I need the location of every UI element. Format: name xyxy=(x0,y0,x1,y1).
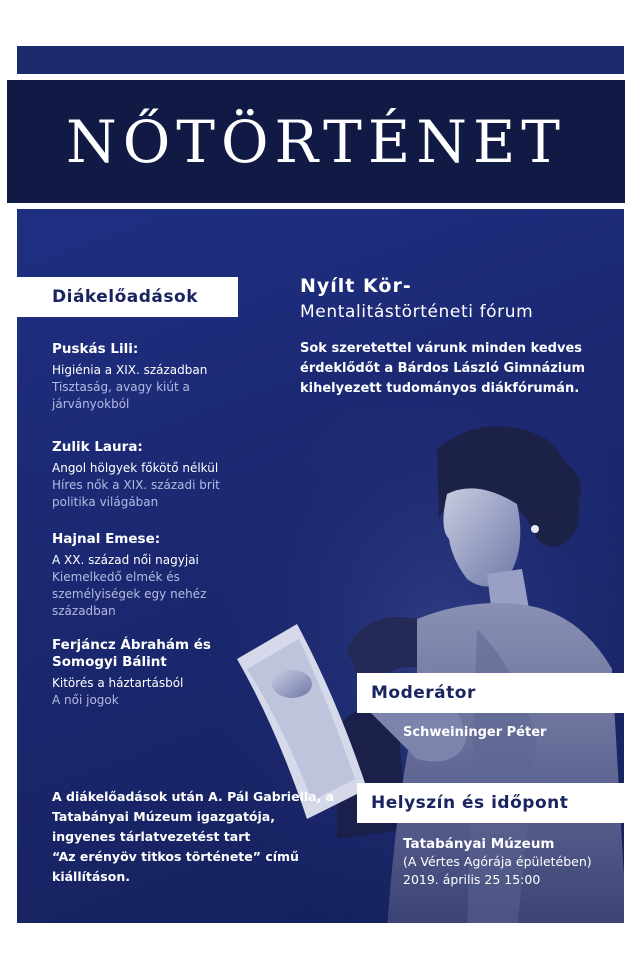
talk-title: Angol hölgyek főkötő nélkül xyxy=(52,461,219,475)
venue-label: Helyszín és időpont xyxy=(357,783,624,823)
top-strip xyxy=(17,46,624,74)
talk-speaker: Hajnal Emese: xyxy=(52,531,161,547)
talk-subtitle: Híres nők a XIX. századi brit xyxy=(52,478,220,492)
title-band xyxy=(7,80,625,203)
talk-title: A XX. század női nagyjai xyxy=(52,553,199,567)
talk-title: Kitörés a háztartásból xyxy=(52,676,184,690)
venue-datetime: 2019. április 25 15:00 xyxy=(403,872,541,887)
forum-desc-line: kihelyezett tudományos diákfórumán. xyxy=(300,381,580,396)
talk-subtitle: személyiségek egy nehéz xyxy=(52,587,207,601)
poster-body xyxy=(17,209,624,923)
forum-desc-line: érdeklődőt a Bárdos László Gimnázium xyxy=(300,361,586,376)
talk-item xyxy=(52,637,252,709)
talk-speaker: Ferjáncz Ábrahám és xyxy=(52,637,211,653)
forum-title: Nyílt Kör- xyxy=(300,275,412,297)
talks-label: Diákelőadások xyxy=(17,277,238,317)
talk-subtitle: Tisztaság, avagy kiút a xyxy=(52,380,190,394)
forum-subtitle: Mentalitástörténeti fórum xyxy=(300,302,534,322)
talk-item xyxy=(52,531,232,620)
moderator-label: Moderátor xyxy=(357,673,624,713)
venue-detail: (A Vértes Agórája épületében) xyxy=(403,854,592,869)
exhibition-title: “Az erényöv titkos története” xyxy=(52,849,261,864)
closing-line: kiállításon. xyxy=(52,869,130,884)
closing-suffix: című xyxy=(260,849,299,864)
closing-line: A diákelőadások után A. Pál Gabriella, a xyxy=(52,789,335,804)
talk-subtitle: században xyxy=(52,604,116,618)
moderator-name: Schweininger Péter xyxy=(403,725,547,740)
talk-speaker: Zulik Laura: xyxy=(52,439,143,455)
closing-line: Tatabányai Múzeum igazgatója, xyxy=(52,809,275,824)
poster-title: NŐTÖRTÉNET xyxy=(66,107,566,176)
talk-title: Higiénia a XIX. században xyxy=(52,363,208,377)
talk-item xyxy=(52,341,232,413)
venue-name: Tatabányai Múzeum xyxy=(403,836,555,852)
forum-description xyxy=(300,339,600,399)
closing-note xyxy=(52,787,352,887)
venue-info xyxy=(403,835,623,889)
forum-desc-line: Sok szeretettel várunk minden kedves xyxy=(300,341,583,356)
closing-line xyxy=(52,847,352,867)
talk-subtitle: járványokból xyxy=(52,397,130,411)
talk-speaker: Puskás Lili: xyxy=(52,341,139,357)
talk-subtitle: Kiemelkedő elmék és xyxy=(52,570,180,584)
talk-subtitle: politika világában xyxy=(52,495,159,509)
talk-item xyxy=(52,439,232,511)
talk-subtitle: A női jogok xyxy=(52,693,119,707)
talk-speaker: Somogyi Bálint xyxy=(52,654,167,670)
closing-line: ingyenes tárlatvezetést tart xyxy=(52,829,251,844)
